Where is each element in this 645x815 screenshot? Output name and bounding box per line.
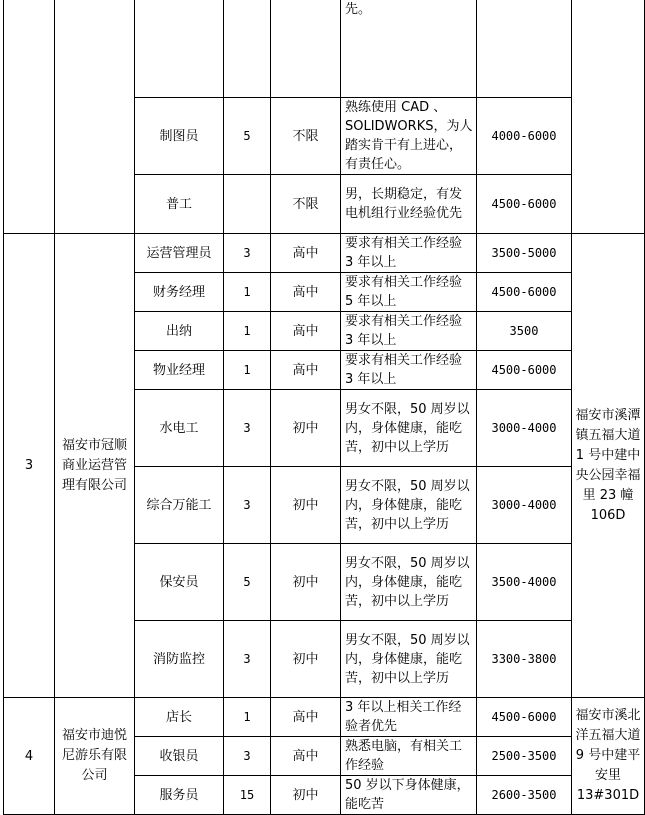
education-cell: 高中 xyxy=(271,312,341,351)
headcount-cell: 1 xyxy=(224,698,271,737)
position-cell xyxy=(135,0,224,98)
headcount-cell: 3 xyxy=(224,467,271,544)
headcount-cell: 3 xyxy=(224,737,271,776)
address-cell xyxy=(572,0,645,234)
position-cell: 综合万能工 xyxy=(135,467,224,544)
address-cell: 福安市溪北洋五福大道 9 号中建平安里 13#301D xyxy=(572,698,645,815)
position-cell: 普工 xyxy=(135,175,224,234)
position-cell: 财务经理 xyxy=(135,273,224,312)
position-cell: 出纳 xyxy=(135,312,224,351)
position-cell: 店长 xyxy=(135,698,224,737)
job-listing-table xyxy=(3,0,645,815)
education-cell: 不限 xyxy=(271,98,341,175)
requirement-cell: 熟练使用 CAD 、SOLIDWORKS，为人踏实肯干有上进心，有责任心。 xyxy=(341,98,477,175)
education-cell: 高中 xyxy=(271,234,341,273)
education-cell: 初中 xyxy=(271,621,341,698)
row-number: 3 xyxy=(4,234,55,698)
row-number: 4 xyxy=(4,698,55,815)
requirement-cell: 要求有相关工作经验 3 年以上 xyxy=(341,234,477,273)
headcount-cell xyxy=(224,175,271,234)
headcount-cell: 1 xyxy=(224,351,271,390)
salary-cell: 4500-6000 xyxy=(477,175,572,234)
position-cell: 运营管理员 xyxy=(135,234,224,273)
education-cell: 初中 xyxy=(271,776,341,815)
company-name: 福安市迪悦尼游乐有限公司 xyxy=(55,698,135,815)
headcount-cell xyxy=(224,0,271,98)
position-cell: 制图员 xyxy=(135,98,224,175)
salary-cell: 3300-3800 xyxy=(477,621,572,698)
position-cell: 收银员 xyxy=(135,737,224,776)
salary-cell: 4500-6000 xyxy=(477,351,572,390)
headcount-cell: 15 xyxy=(224,776,271,815)
salary-cell: 4500-6000 xyxy=(477,698,572,737)
requirement-cell: 要求有相关工作经验 3 年以上 xyxy=(341,351,477,390)
requirement-cell: 3 年以上相关工作经验者优先 xyxy=(341,698,477,737)
education-cell: 不限 xyxy=(271,175,341,234)
salary-cell: 4000-6000 xyxy=(477,98,572,175)
education-cell: 高中 xyxy=(271,351,341,390)
address-cell: 福安市溪潭镇五福大道 1 号中建中央公园幸福里 23 幢 106D xyxy=(572,234,645,698)
salary-cell: 3500-4000 xyxy=(477,544,572,621)
education-cell: 初中 xyxy=(271,544,341,621)
education-cell: 高中 xyxy=(271,273,341,312)
education-cell: 高中 xyxy=(271,698,341,737)
requirement-cell: 50 岁以下身体健康，能吃苦 xyxy=(341,776,477,815)
education-cell: 初中 xyxy=(271,390,341,467)
education-cell xyxy=(271,0,341,98)
requirement-cell: 男，长期稳定，有发电机组行业经验优先 xyxy=(341,175,477,234)
table-row xyxy=(4,698,645,737)
headcount-cell: 5 xyxy=(224,98,271,175)
requirement-cell: 男女不限，50 周岁以内，身体健康，能吃苦，初中以上学历 xyxy=(341,390,477,467)
education-cell: 初中 xyxy=(271,467,341,544)
position-cell: 水电工 xyxy=(135,390,224,467)
salary-cell: 3000-4000 xyxy=(477,467,572,544)
company-name: 福安市冠顺商业运营管理有限公司 xyxy=(55,234,135,698)
headcount-cell: 1 xyxy=(224,273,271,312)
requirement-cell: 先。 xyxy=(341,0,477,98)
requirement-cell: 男女不限，50 周岁以内，身体健康，能吃苦，初中以上学历 xyxy=(341,467,477,544)
headcount-cell: 3 xyxy=(224,390,271,467)
table-row xyxy=(4,234,645,273)
position-cell: 消防监控 xyxy=(135,621,224,698)
education-cell: 高中 xyxy=(271,737,341,776)
position-cell: 物业经理 xyxy=(135,351,224,390)
requirement-cell: 要求有相关工作经验 5 年以上 xyxy=(341,273,477,312)
salary-cell: 2600-3500 xyxy=(477,776,572,815)
headcount-cell: 3 xyxy=(224,621,271,698)
requirement-cell: 熟悉电脑，有相关工作经验 xyxy=(341,737,477,776)
row-number xyxy=(4,0,55,234)
headcount-cell: 3 xyxy=(224,234,271,273)
headcount-cell: 1 xyxy=(224,312,271,351)
salary-cell: 3500 xyxy=(477,312,572,351)
headcount-cell: 5 xyxy=(224,544,271,621)
salary-cell xyxy=(477,0,572,98)
requirement-cell: 要求有相关工作经验 3 年以上 xyxy=(341,312,477,351)
salary-cell: 2500-3500 xyxy=(477,737,572,776)
position-cell: 保安员 xyxy=(135,544,224,621)
salary-cell: 3500-5000 xyxy=(477,234,572,273)
table-row xyxy=(4,0,645,98)
requirement-cell: 男女不限，50 周岁以内，身体健康，能吃苦，初中以上学历 xyxy=(341,621,477,698)
company-name xyxy=(55,0,135,234)
position-cell: 服务员 xyxy=(135,776,224,815)
salary-cell: 4500-6000 xyxy=(477,273,572,312)
requirement-cell: 男女不限，50 周岁以内，身体健康，能吃苦，初中以上学历 xyxy=(341,544,477,621)
salary-cell: 3000-4000 xyxy=(477,390,572,467)
